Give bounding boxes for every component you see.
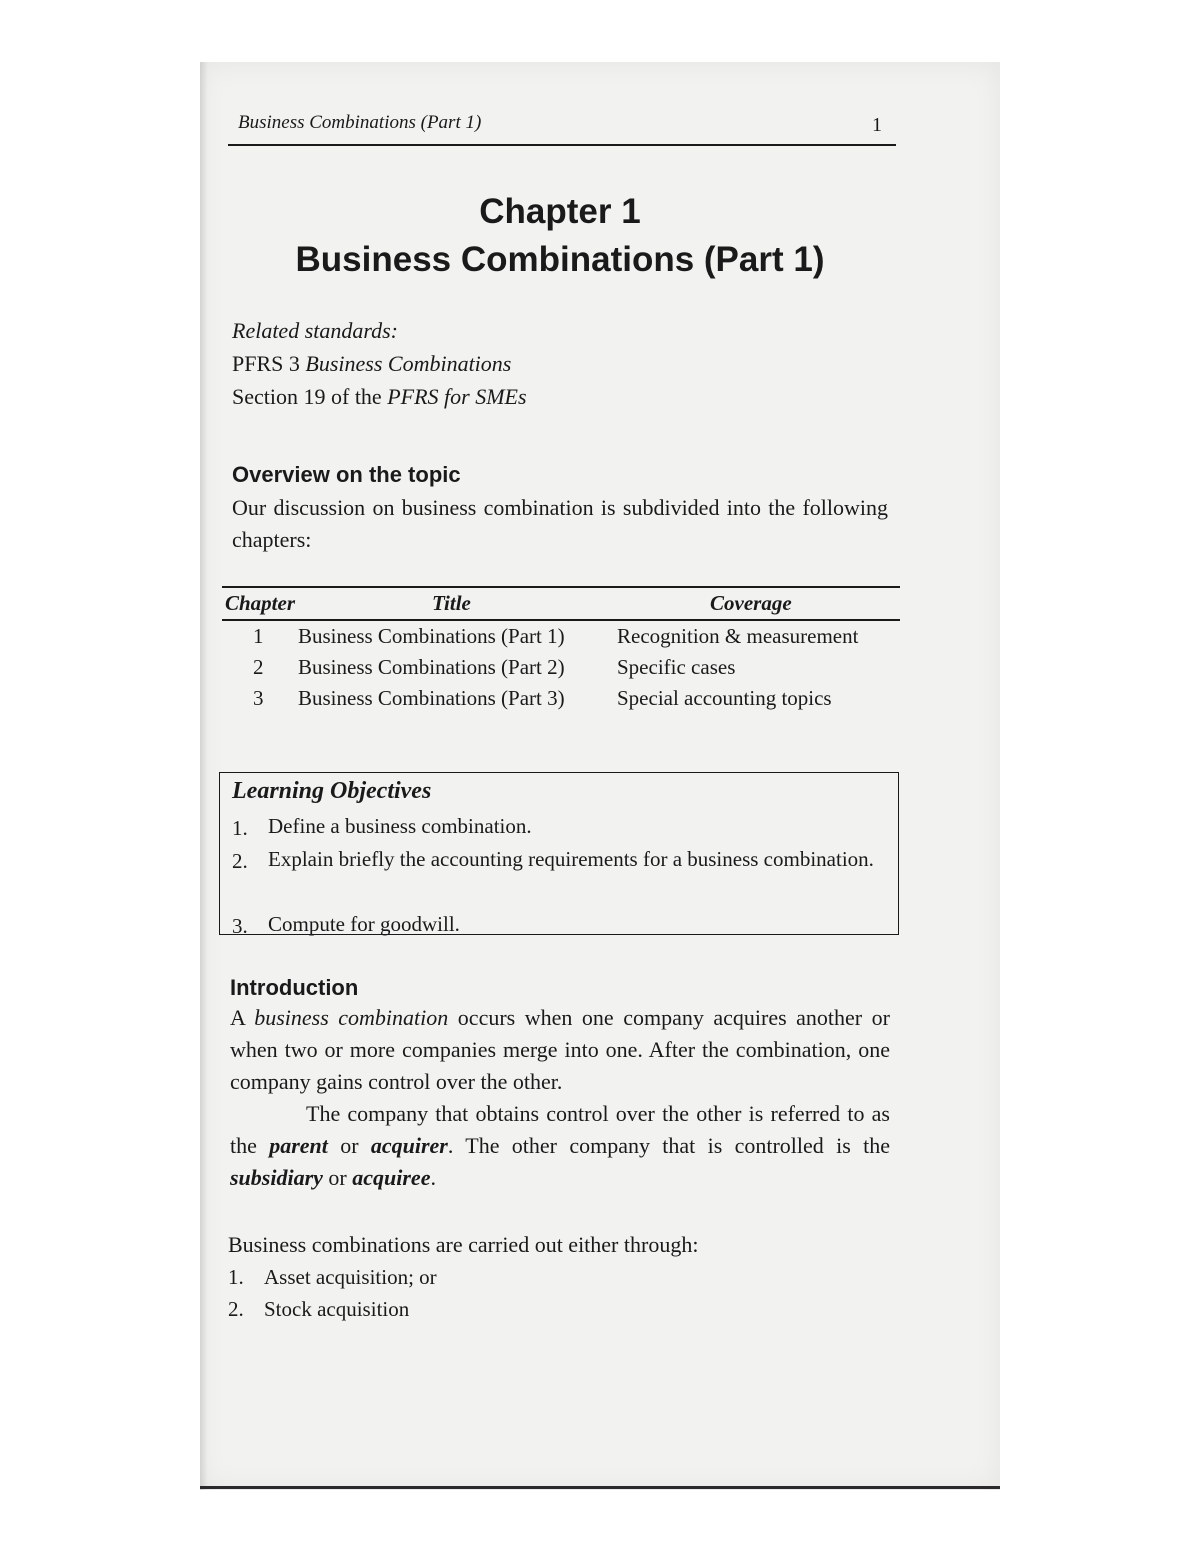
table-header-rule [222,619,900,621]
table-cell-coverage: Specific cases [617,655,736,679]
term-subsidiary: subsidiary [230,1165,323,1190]
table-header-title: Title [432,591,471,615]
table-cell-chapter: 1 [253,624,264,648]
methods-intro: Business combinations are carried out either through: [228,1232,699,1257]
term-business-combination: business combination [254,1005,449,1030]
page-number: 1 [872,114,882,136]
chapter-title: Business Combinations (Part 1) [295,240,825,279]
table-cell-chapter: 2 [253,655,264,679]
term-parent: parent [269,1133,328,1158]
related-standards-heading: Related standards: [232,318,398,343]
objective-text: Compute for goodwill. [268,912,460,936]
table-cell-chapter: 3 [253,686,264,710]
related-standards [232,314,527,413]
term-acquiree: acquiree [352,1165,431,1190]
method-number: 2. [228,1297,244,1321]
table-top-rule [222,586,900,588]
overview-text: Our discussion on business combination is subdivided into the following chapters: [232,495,888,552]
table-header-coverage: Coverage [710,591,792,615]
introduction-heading: Introduction [230,975,359,1000]
method-text: Asset acquisition; or [264,1265,437,1289]
table-cell-title: Business Combinations (Part 2) [298,655,565,679]
objective-number: 2. [232,849,248,873]
learning-objectives-title: Learning Objectives [232,778,432,804]
objective-number: 3. [232,914,248,938]
table-cell-coverage: Recognition & measurement [617,624,859,648]
term-acquirer: acquirer [370,1133,448,1158]
overview-heading: Overview on the topic [232,462,461,487]
objective-text: Explain briefly the accounting requirements for a business combination. [268,847,874,871]
related-standard-smes: Section 19 of the PFRS for SMEs [232,384,527,409]
method-text: Stock acquisition [264,1297,410,1321]
method-number: 1. [228,1265,244,1289]
table-cell-coverage: Special accounting topics [617,686,832,710]
related-standard-pfrs3: PFRS 3 Business Combinations [232,351,512,376]
header-rule [228,144,896,146]
introduction-paragraph-2: The company that obtains control over the other is referred to as the parent or acquirer. The other company that is controlled is the subsidiary or acquiree. [230,1101,890,1190]
chapter-label: Chapter 1 [479,192,641,231]
running-header: Business Combinations (Part 1) [238,112,482,133]
objective-number: 1. [232,816,248,840]
page-bottom-rule [200,1486,1000,1489]
table-header-chapter: Chapter [225,591,296,615]
objective-text: Define a business combination. [268,814,532,838]
introduction-paragraph-1: A business combination occurs when one company acquires another or when two or more companies merge into one. After the combination, one company gains control over the other. [230,1005,890,1094]
table-cell-title: Business Combinations (Part 3) [298,686,565,710]
table-cell-title: Business Combinations (Part 1) [298,624,565,648]
